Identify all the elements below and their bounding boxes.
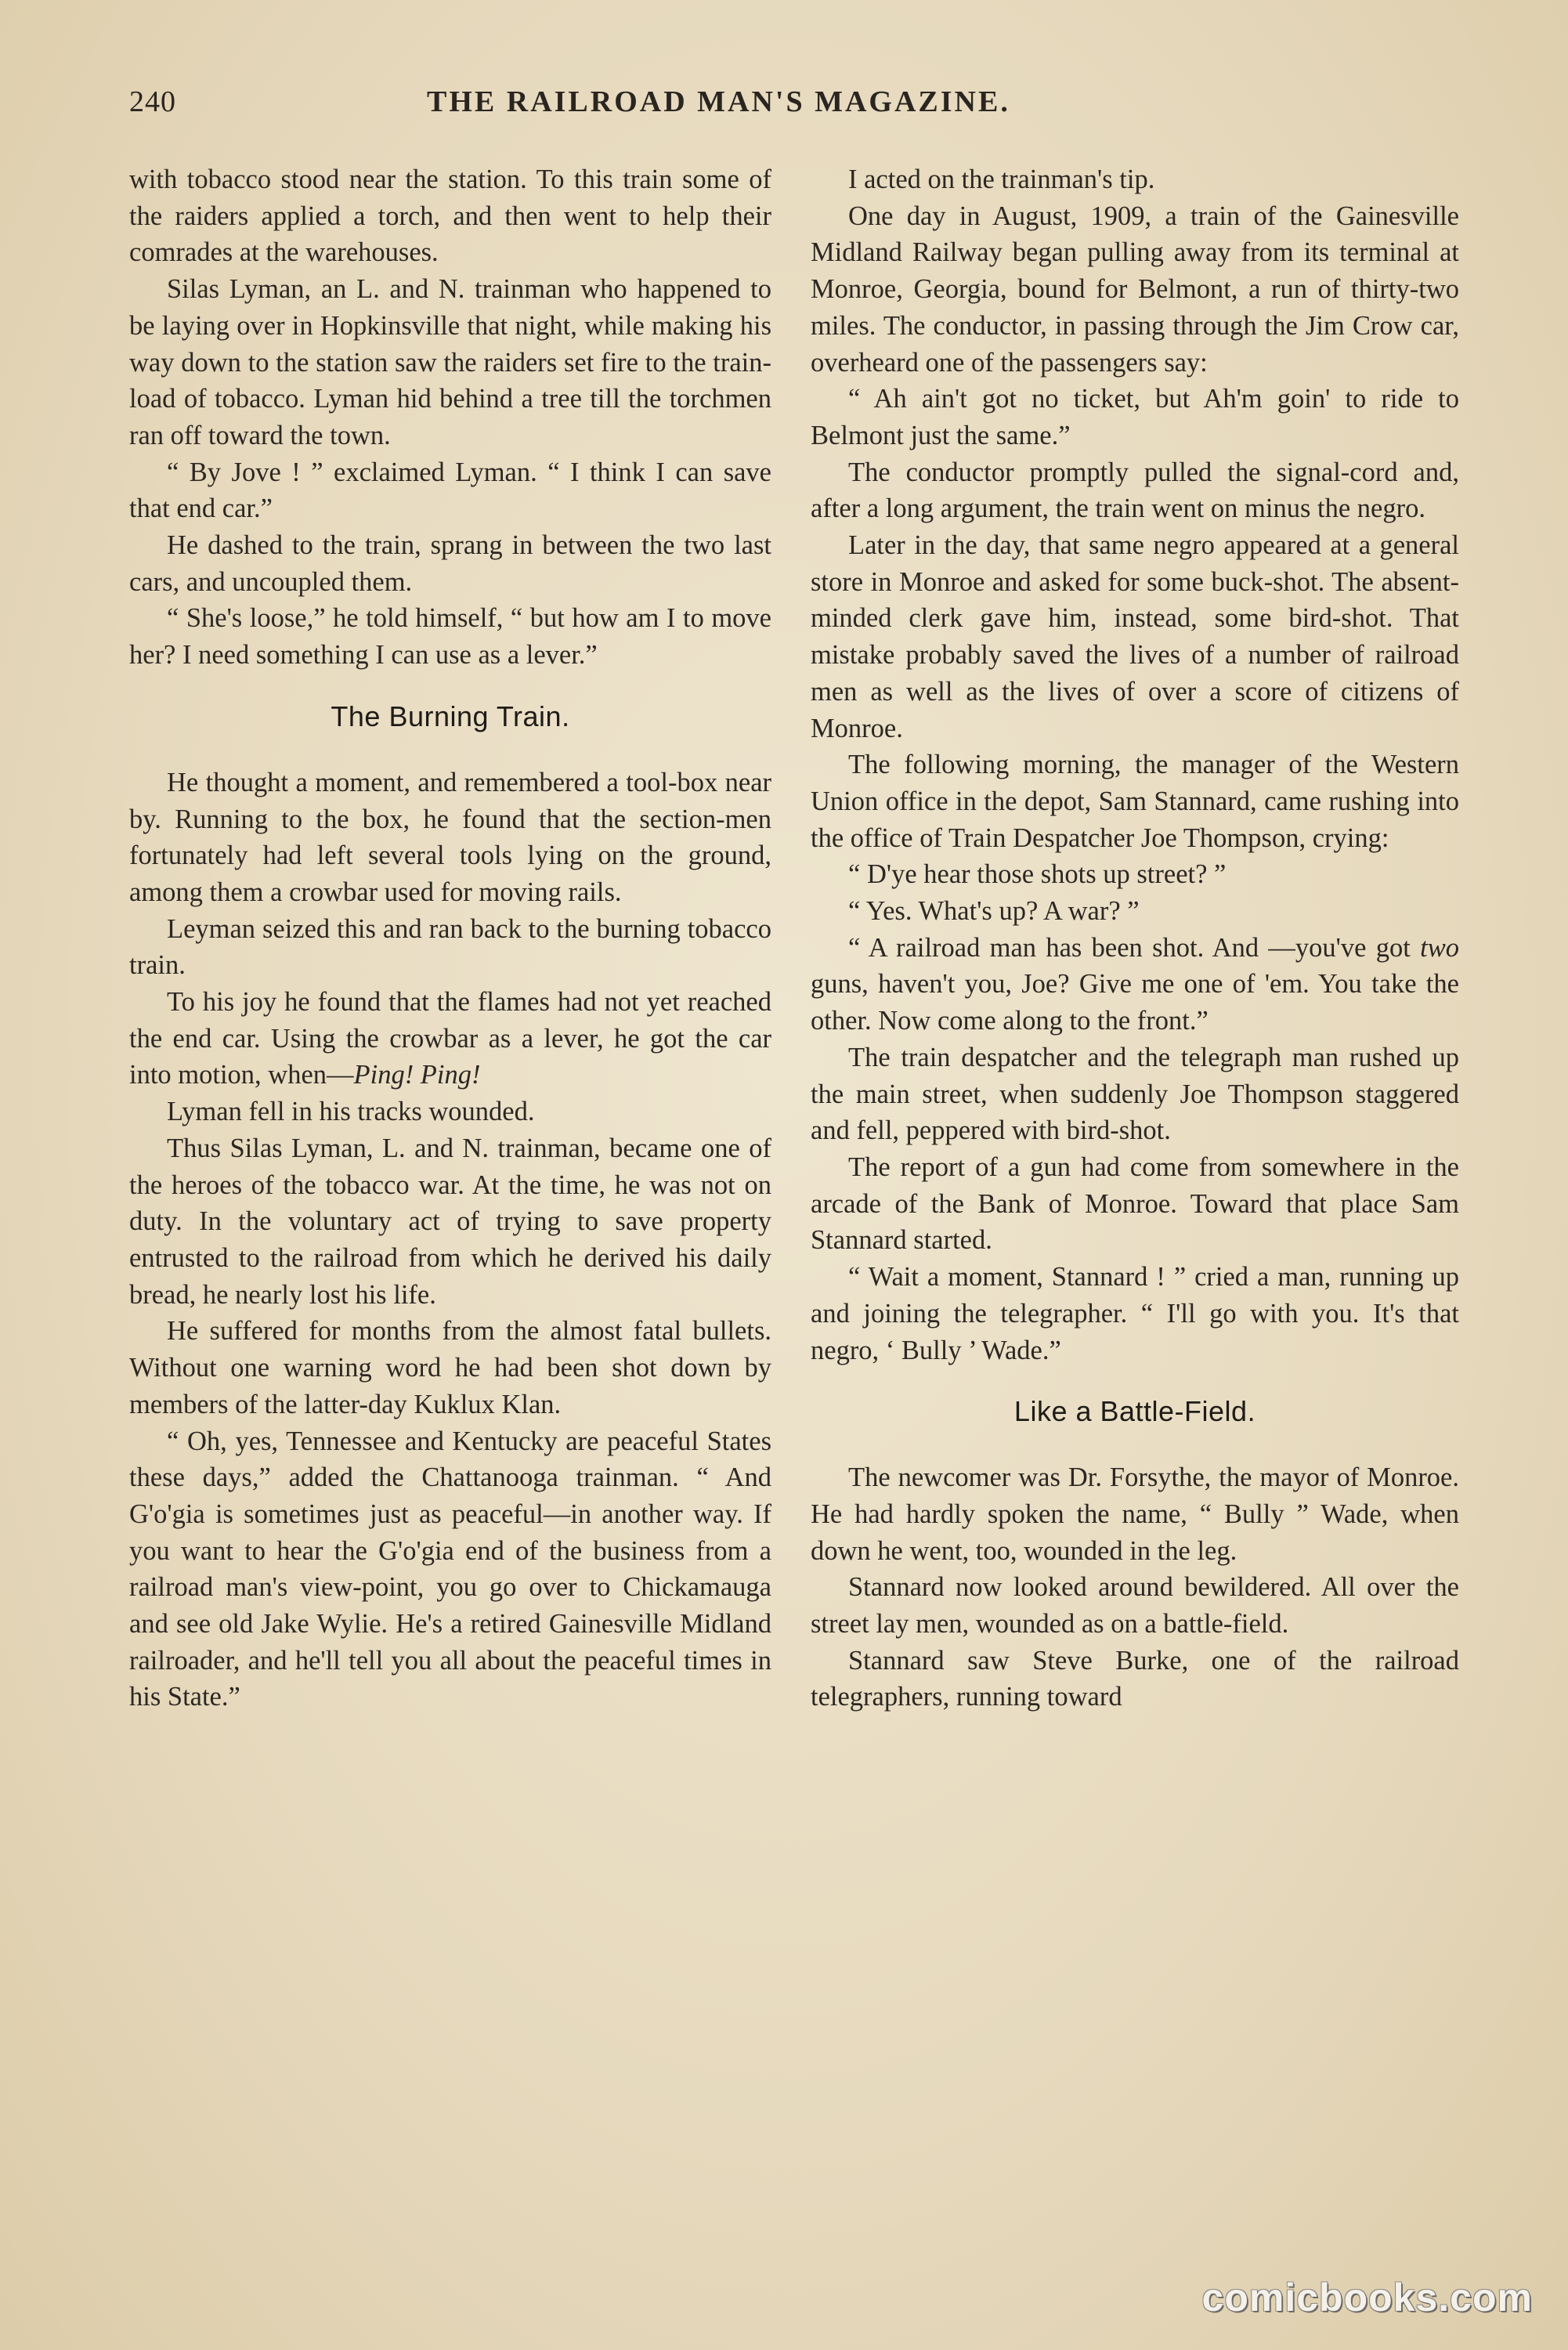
paragraph: “ Oh, yes, Tennessee and Kentucky are peaceful States these days,” added the Chattanooga trainman. “ And G'o'gia is sometimes just as peaceful—in another way. If you want to hear the G'o'gia end of the business from a railroad man's view-point, you go over to Chickamauga and see old Jake Wylie. He's a retired Gainesville Midland railroader, and he'll tell you all about the peaceful times in his State.” — [129, 1426, 771, 1712]
paragraph: “ By Jove ! ” exclaimed Lyman. “ I think I can save that end car.” — [129, 457, 771, 524]
paragraph: He thought a moment, and remembered a tool-box near by. Running to the box, he found that the section-men fortunately had left several tools lying on the ground, among them a crowbar used for moving rails. — [129, 767, 771, 907]
paragraph: “ She's loose,” he told himself, “ but how am I to move her? I need something I can use as a lever.” — [129, 603, 771, 671]
paragraph: “ Ah ain't got no ticket, but Ah'm goin' to ride to Belmont just the same.” — [811, 384, 1459, 450]
paragraph — [129, 984, 771, 1094]
paragraph: Leyman seized this and ran back to the burning tobacco train. — [129, 913, 771, 981]
paragraph: He suffered for months from the almost fatal bullets. Without one warning word he had been shot down by members of the latter-day Kuklux Klan. — [129, 1316, 771, 1419]
paragraph: He dashed to the train, sprang in between the two last cars, and uncoupled them. — [129, 530, 771, 597]
paragraph: “ Yes. What's up? A war? ” — [848, 896, 1140, 927]
paragraph: The report of a gun had come from somewhere in the arcade of the Bank of Monroe. Toward that place Sam Stannard started. — [811, 1152, 1459, 1256]
paragraph-text: “ A railroad man has been shot. And —you've got — [848, 932, 1421, 963]
paragraph: One day in August, 1909, a train of the Gainesville Midland Railway began pulling away from its terminal at Monroe, Georgia, bound for Belmont, a run of thirty-two miles. The conductor, in passing through the Jim Crow car, overheard one of the passengers say: — [811, 201, 1459, 378]
italic-text: Ping! Ping! — [353, 1060, 481, 1090]
section-subhead: The Burning Train. — [331, 700, 570, 732]
paragraph: Stannard saw Steve Burke, one of the railroad telegraphers, running toward — [811, 1645, 1459, 1712]
watermark-logo: comicbooks.com — [1201, 2276, 1533, 2319]
paragraph: “ D'ye hear those shots up street? ” — [848, 859, 1227, 890]
paragraph: The following morning, the manager of the Western Union office in the depot, Sam Stannard, came rushing into the office of Train Despatcher Joe Thompson, crying: — [811, 750, 1459, 853]
paragraph: Stannard now looked around bewildered. All over the street lay men, wounded as on a battle-field. — [811, 1572, 1459, 1640]
page-number: 240 — [129, 85, 176, 118]
paragraph: I acted on the trainman's tip. — [848, 164, 1155, 194]
paragraph: “ Wait a moment, Stannard ! ” cried a man, running up and joining the telegrapher. “ I'll go with you. It's that negro, ‘ Bully ’ Wade.” — [811, 1262, 1459, 1365]
paragraph: with tobacco stood near the station. To this train some of the raiders applied a torch, and then went to help their comrades at the warehouses. — [129, 164, 771, 268]
paragraph: Thus Silas Lyman, L. and N. trainman, became one of the heroes of the tobacco war. At the time, he was not on duty. In the voluntary act of trying to save property entrusted to the railroad from which he derived his daily bread, he nearly lost his life. — [129, 1133, 771, 1310]
left-column — [129, 161, 771, 1716]
paragraph: The train despatcher and the telegraph man rushed up the main street, when suddenly Joe Thompson staggered and fell, peppered with bird-shot. — [811, 1042, 1459, 1146]
running-title: THE RAILROAD MAN'S MAGAZINE. — [427, 85, 1010, 118]
paragraph: The conductor promptly pulled the signal-cord and, after a long argument, the train went on minus the negro. — [811, 457, 1459, 524]
page-header — [0, 85, 1568, 132]
paragraph — [811, 930, 1459, 1039]
italic-text: two — [1420, 932, 1459, 963]
right-column — [811, 161, 1459, 1716]
paragraph: The newcomer was Dr. Forsythe, the mayor of Monroe. He had hardly spoken the name, “ Bully ” Wade, when down he went, too, wounded in the leg. — [811, 1462, 1459, 1566]
paragraph: Silas Lyman, an L. and N. trainman who happened to be laying over in Hopkinsville that night, while making his way down to the station saw the raiders set fire to the train-load of tobacco. Lyman hid behind a tree till the torchmen ran off toward the town. — [129, 274, 771, 450]
paragraph-text: guns, haven't you, Joe? Give me one of 'em. You take the other. Now come along to the front.” — [811, 969, 1459, 1036]
paragraph: Lyman fell in his tracks wounded. — [167, 1097, 535, 1127]
paragraph: Later in the day, that same negro appeared at a general store in Monroe and asked for some buck-shot. The absent-minded clerk gave him, instead, some bird-shot. That mistake probably saved the lives of a number of railroad men as well as the lives of over a score of citizens of Monroe. — [811, 530, 1459, 743]
section-subhead: Like a Battle-Field. — [1013, 1395, 1256, 1428]
paragraph-text: To his joy he found that the flames had not yet reached the end car. Using the crowbar as a lever, he got the car into motion, when— — [129, 987, 771, 1090]
